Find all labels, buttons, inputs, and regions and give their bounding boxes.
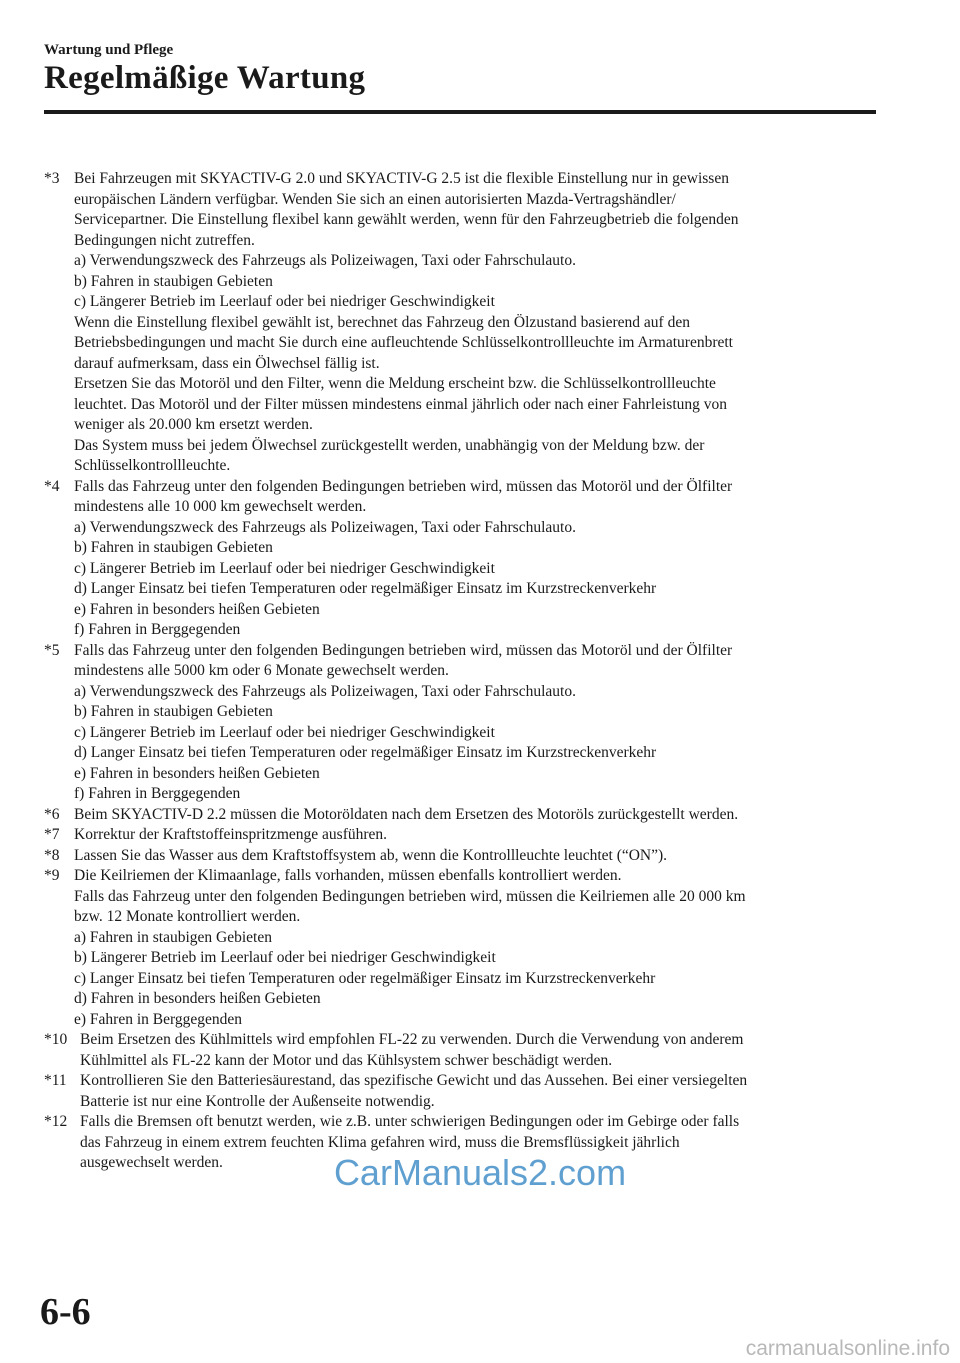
footnote xyxy=(44,846,874,867)
footnote-line: Bei Fahrzeugen mit SKYACTIV-G 2.0 und SKYACTIV-G 2.5 ist die flexible Einstellung nur in gewissen xyxy=(74,170,729,187)
footnote-line: mindestens alle 10 000 km gewechselt werden. xyxy=(74,498,367,515)
footnote-marker: *10 xyxy=(44,1031,68,1048)
footnote-line: Lassen Sie das Wasser aus dem Kraftstoffsystem ab, wenn die Kontrollleuchte leuchtet (“ON”). xyxy=(74,846,668,864)
footnote-line: b) Längerer Betrieb im Leerlauf oder bei niedriger Geschwindigkeit xyxy=(74,949,496,966)
footnote-line: f) Fahren in Berggegenden xyxy=(74,785,241,802)
footnote-line: Falls die Bremsen oft benutzt werden, wie z.B. unter schwierigen Bedingungen oder im Gebirge oder falls xyxy=(80,1113,740,1130)
footnote-marker: *7 xyxy=(44,826,60,843)
footnote-marker: *3 xyxy=(44,170,60,187)
footnote-line: leuchtet. Das Motoröl und der Filter müssen mindestens einmal jährlich oder nach einer Fahrleistung von xyxy=(74,395,727,413)
footnotes xyxy=(44,169,874,1174)
footnote xyxy=(44,169,874,477)
footnote-marker: *5 xyxy=(44,641,60,659)
footnote xyxy=(44,825,874,846)
footnote-line: Falls das Fahrzeug unter den folgenden Bedingungen betrieben wird, müssen das Motoröl und der Ölfilter xyxy=(74,477,733,495)
footnote-line: e) Fahren in besonders heißen Gebieten xyxy=(74,764,320,782)
footnote-line: Betriebsbedingungen und macht Sie durch eine aufleuchtende Schlüsselkontrollleuchte im Armaturenbrett xyxy=(74,334,733,351)
footnote-line: Falls das Fahrzeug unter den folgenden Bedingungen betrieben wird, müssen die Keilriemen alle 20 000 km xyxy=(74,887,746,905)
footnote-line: ausgewechselt werden. xyxy=(80,1154,223,1171)
footer-url[interactable]: carmanualsonline.info xyxy=(745,1337,950,1360)
footnote-line: darauf aufmerksam, dass ein Ölwechsel fällig ist. xyxy=(74,354,380,372)
footnote-line: bzw. 12 Monate kontrolliert werden. xyxy=(74,908,301,925)
footnote-line: d) Langer Einsatz bei tiefen Temperaturen oder regelmäßiger Einsatz im Kurzstreckenverkehr xyxy=(74,580,657,597)
footnote-line: Beim Ersetzen des Kühlmittels wird empfohlen FL-22 zu verwenden. Durch die Verwendung von anderem xyxy=(80,1031,744,1048)
section-label: Wartung und Pflege xyxy=(44,42,174,58)
footnote-marker: *8 xyxy=(44,846,60,864)
footnote-line: b) Fahren in staubigen Gebieten xyxy=(74,272,273,290)
footnote xyxy=(44,866,874,1030)
page-title: Regelmäßige Wartung xyxy=(44,60,366,96)
footnote-line: a) Verwendungszweck des Fahrzeugs als Polizeiwagen, Taxi oder Fahrschulauto. xyxy=(74,252,576,269)
footnote-marker: *6 xyxy=(44,805,60,823)
footnote-line: d) Fahren in besonders heißen Gebieten xyxy=(74,990,321,1007)
footnote xyxy=(44,641,874,805)
footnote-line: Bedingungen nicht zutreffen. xyxy=(74,231,255,249)
footnote-line: f) Fahren in Berggegenden xyxy=(74,621,241,638)
footnote-line: Das System muss bei jedem Ölwechsel zurückgestellt werden, unabhängig von der Meldung bzw. der xyxy=(74,436,705,454)
footnote-line: Beim SKYACTIV-D 2.2 müssen die Motoröldaten nach dem Ersetzen des Motoröls zurückgestellt werden. xyxy=(74,805,739,823)
title-rule xyxy=(44,110,876,114)
footnote-line: c) Längerer Betrieb im Leerlauf oder bei niedriger Geschwindigkeit xyxy=(74,293,495,310)
footnote-line: a) Verwendungszweck des Fahrzeugs als Polizeiwagen, Taxi oder Fahrschulauto. xyxy=(74,518,576,536)
footnote-line: b) Fahren in staubigen Gebieten xyxy=(74,539,273,556)
footnote-marker: *4 xyxy=(44,477,60,495)
footnote xyxy=(44,805,874,826)
footnote-line: Korrektur der Kraftstoffeinspritzmenge ausführen. xyxy=(74,826,388,843)
footnote-line: c) Langer Einsatz bei tiefen Temperaturen oder regelmäßiger Einsatz im Kurzstreckenverkehr xyxy=(74,969,656,987)
footnote-line: Falls das Fahrzeug unter den folgenden Bedingungen betrieben wird, müssen das Motoröl und der Ölfilter xyxy=(74,641,733,659)
footnote-line: a) Verwendungszweck des Fahrzeugs als Polizeiwagen, Taxi oder Fahrschulauto. xyxy=(74,682,576,700)
footnote-line: c) Längerer Betrieb im Leerlauf oder bei niedriger Geschwindigkeit xyxy=(74,723,495,741)
footnote-line: das Fahrzeug in einem extrem feuchten Klima gefahren wird, muss die Bremsflüssigkeit jährlich xyxy=(80,1133,680,1151)
footnote-line: mindestens alle 5000 km oder 6 Monate gewechselt werden. xyxy=(74,662,449,679)
footnote-line: weniger als 20.000 km ersetzt werden. xyxy=(74,416,313,433)
watermark: CarManuals2.com xyxy=(333,1152,627,1193)
footnote-line: e) Fahren in Berggegenden xyxy=(74,1010,243,1028)
footnote xyxy=(44,1030,874,1071)
footnote-line: a) Fahren in staubigen Gebieten xyxy=(74,928,272,946)
footnote-line: Wenn die Einstellung flexibel gewählt ist, berechnet das Fahrzeug den Ölzustand basierend auf den xyxy=(74,313,690,331)
footnote-line: Servicepartner. Die Einstellung flexibel kann gewählt werden, wenn für den Fahrzeugbetrieb die folgenden xyxy=(74,211,739,228)
footnote-line: Batterie ist nur eine Kontrolle der Außenseite notwendig. xyxy=(80,1092,435,1110)
footnote-line: Kontrollieren Sie den Batteriesäurestand, das spezifische Gewicht und das Aussehen. Bei einer versiegelten xyxy=(80,1072,748,1089)
footnote-line: Die Keilriemen der Klimaanlage, falls vorhanden, müssen ebenfalls kontrolliert werden. xyxy=(74,867,622,884)
footnote-line: b) Fahren in staubigen Gebieten xyxy=(74,703,273,720)
footnote-line: Schlüsselkontrollleuchte. xyxy=(74,457,231,474)
footnote-line: d) Langer Einsatz bei tiefen Temperaturen oder regelmäßiger Einsatz im Kurzstreckenverkehr xyxy=(74,744,657,761)
footnote-marker: *12 xyxy=(44,1113,68,1130)
footnote xyxy=(44,1071,874,1112)
footnote-line: c) Längerer Betrieb im Leerlauf oder bei niedriger Geschwindigkeit xyxy=(74,559,495,577)
footnote xyxy=(44,477,874,641)
footnote-line: europäischen Ländern verfügbar. Wenden Sie sich an einen autorisierten Mazda-Vertragshändler/ xyxy=(74,190,676,208)
footnote-line: Kühlmittel als FL-22 kann der Motor und das Kühlsystem schwer beschädigt werden. xyxy=(80,1051,613,1069)
page-number: 6-6 xyxy=(40,1291,91,1333)
footnote-marker: *9 xyxy=(44,867,60,884)
footnote-line: e) Fahren in besonders heißen Gebieten xyxy=(74,600,320,618)
footnote-line: Ersetzen Sie das Motoröl und den Filter, wenn die Meldung erscheint bzw. die Schlüsselkontrollleuchte xyxy=(74,375,716,392)
footnote-marker: *11 xyxy=(44,1072,67,1089)
